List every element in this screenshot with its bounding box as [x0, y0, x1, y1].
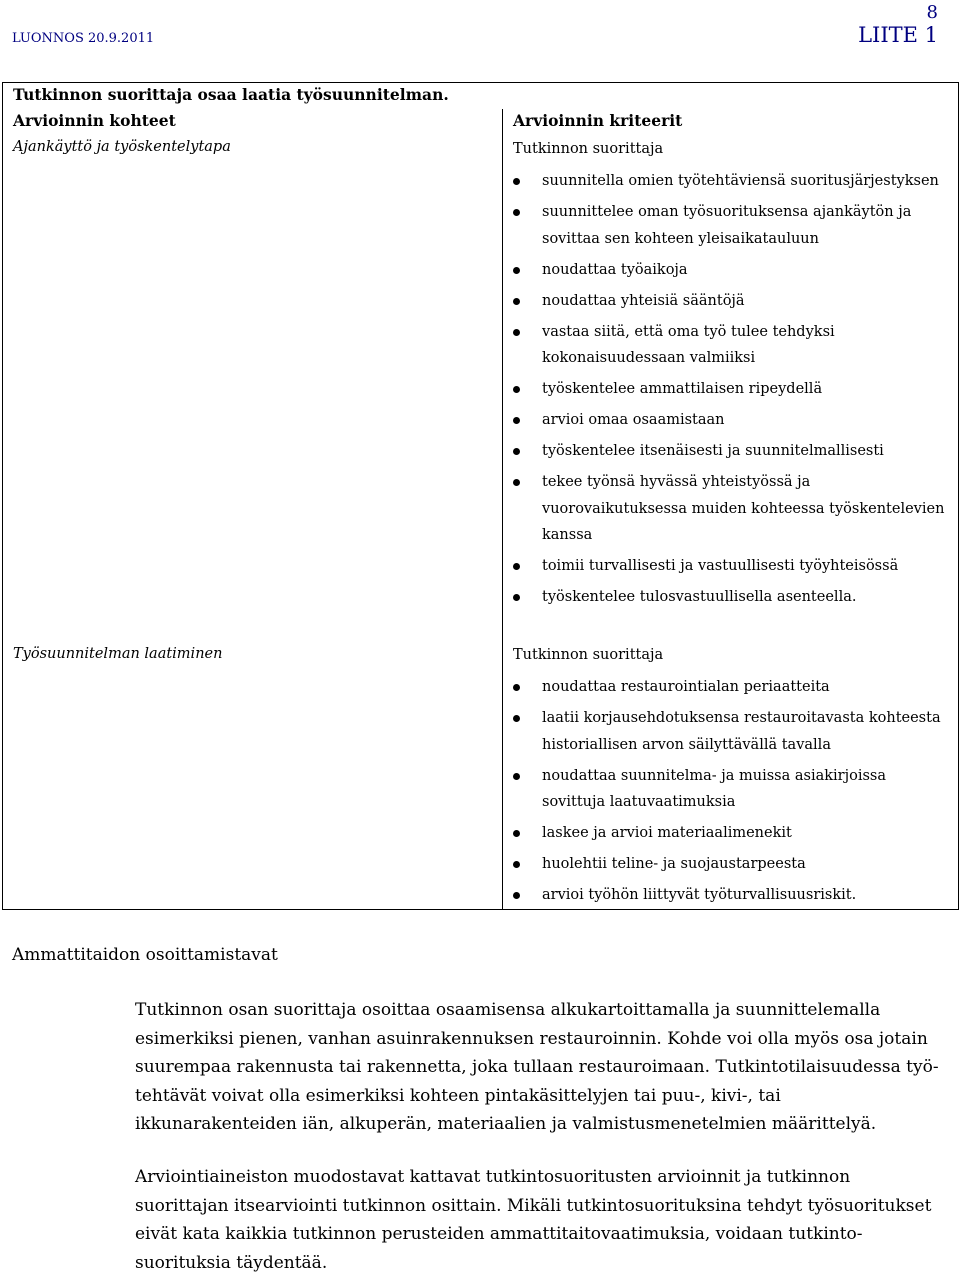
criteria-text: arvioi omaa osaamistaan	[542, 412, 725, 428]
bullet-icon	[513, 386, 520, 393]
criteria-text: laskee ja arvioi materiaalimenekit	[542, 825, 792, 841]
criteria-item	[513, 438, 950, 465]
criteria-item	[513, 674, 950, 701]
criteria-work-plan	[513, 642, 950, 913]
criteria-item	[513, 763, 950, 816]
criteria-text: tekee työnsä hyvässä yhteistyössä ja vuorovaikutuksessa muiden kohteessa työskentelevien kanssa	[542, 474, 945, 543]
column-divider	[502, 109, 503, 909]
bullet-icon	[513, 594, 520, 601]
bullet-icon	[513, 830, 520, 837]
criteria-text: noudattaa työaikoja	[542, 261, 688, 278]
criteria-text: noudattaa suunnitelma- ja muissa asiakirjoissa sovittuja laatuvaatimuksia	[542, 767, 886, 810]
criteria-text: huolehtii teline- ja suojaustarpeesta	[542, 856, 806, 872]
criteria-text: laatii korjausehdotuksensa restauroitavasta kohteesta historiallisen arvon säilyttävällä tavalla	[542, 710, 941, 753]
page-number: 8	[926, 2, 938, 23]
criteria-item	[513, 820, 950, 847]
criteria-item	[513, 376, 950, 403]
assessment-table	[2, 82, 959, 910]
criteria-time-use	[513, 136, 950, 615]
bullet-icon	[513, 298, 520, 305]
criteria-item	[513, 168, 950, 195]
criteria-item	[513, 553, 950, 580]
criteria-subject: Tutkinnon suorittaja	[513, 647, 664, 663]
criteria-text: noudattaa restaurointialan periaatteita	[542, 679, 830, 695]
criteria-text: työskentelee ammattilaisen ripeydellä	[542, 381, 823, 397]
bullet-icon	[513, 861, 520, 868]
criteria-item	[513, 257, 950, 284]
bullet-icon	[513, 178, 520, 185]
paragraph: Tutkinnon osan suorittaja osoittaa osaamisensa alkukartoittamalla ja suunnittelemalla esimerkiksi pienen, vanhan asuinrakennuksen restauroinnin. Kohde voi olla myös osa jotain suurempaa rakennusta tai rakennetta, joka tullaan restauroimaan. Tutkintotilaisuudessa työ-tehtävät voivat olla esimerkiksi kohteen pintakäsittelyjen tai puu-, kivi-, tai ikkunarakenteiden iän, alkuperän, materiaalien ja valmistusmenetelmien määrittelyä.	[135, 1000, 939, 1134]
criteria-text: noudattaa yhteisiä sääntöjä	[542, 292, 745, 309]
criteria-item	[513, 407, 950, 434]
criteria-text: työskentelee itsenäisesti ja suunnitelmallisesti	[542, 443, 884, 459]
draft-date: LUONNOS 20.9.2011	[12, 31, 155, 46]
criteria-item	[513, 851, 950, 878]
bullet-icon	[513, 773, 520, 780]
bullet-icon	[513, 329, 520, 336]
appendix-label: LIITE 1	[858, 23, 938, 47]
criteria-item	[513, 288, 950, 315]
criteria-subject: Tutkinnon suorittaja	[513, 141, 664, 157]
criteria-item	[513, 705, 950, 758]
criteria-text: vastaa siitä, että oma työ tulee tehdyksi kokonaisuudessaan valmiiksi	[542, 323, 835, 366]
criteria-item	[513, 469, 950, 549]
criteria-list	[513, 168, 950, 611]
bullet-icon	[513, 479, 520, 486]
bullet-icon	[513, 209, 520, 216]
bullet-icon	[513, 715, 520, 722]
bullet-icon	[513, 417, 520, 424]
criteria-text: suunnitella omien työtehtäviensä suoritusjärjestyksen	[542, 173, 939, 189]
bullet-icon	[513, 892, 520, 899]
bullet-icon	[513, 448, 520, 455]
bullet-icon	[513, 267, 520, 274]
criteria-item	[513, 199, 950, 252]
criteria-list	[513, 674, 950, 909]
target-work-plan: Työsuunnitelman laatiminen	[13, 646, 223, 662]
bullet-icon	[513, 563, 520, 570]
criteria-item	[513, 319, 950, 372]
criteria-item	[513, 584, 950, 611]
bullet-icon	[513, 684, 520, 691]
criteria-text: toimii turvallisesti ja vastuullisesti työyhteisössä	[542, 558, 899, 574]
criteria-item	[513, 882, 950, 909]
target-time-use: Ajankäyttö ja työskentelytapa	[13, 139, 231, 155]
table-title: Tutkinnon suorittaja osaa laatia työsuunnitelman.	[13, 85, 449, 104]
criteria-text: suunnittelee oman työsuorituksensa ajankäytön ja sovittaa sen kohteen yleisaikatauluun	[542, 204, 912, 247]
paragraph: Arviointiaineiston muodostavat kattavat tutkintosuoritusten arvioinnit ja tutkinnon suorittajan itsearviointi tutkinnon osittain. Mikäli tutkintosuorituksina tehdyt työsuoritukset eivät kata kaikkia tutkinnon perusteiden ammattitaitovaatimuksia, voidaan tutkinto-suorituksia täydentää.	[135, 1167, 932, 1273]
criteria-text: arvioi työhön liittyvät työturvallisuusriskit.	[542, 887, 857, 903]
col-header-criteria: Arvioinnin kriteerit	[513, 111, 683, 130]
criteria-text: työskentelee tulosvastuullisella asenteella.	[542, 589, 857, 605]
section-title: Ammattitaidon osoittamistavat	[12, 945, 278, 965]
col-header-targets: Arvioinnin kohteet	[13, 111, 176, 130]
